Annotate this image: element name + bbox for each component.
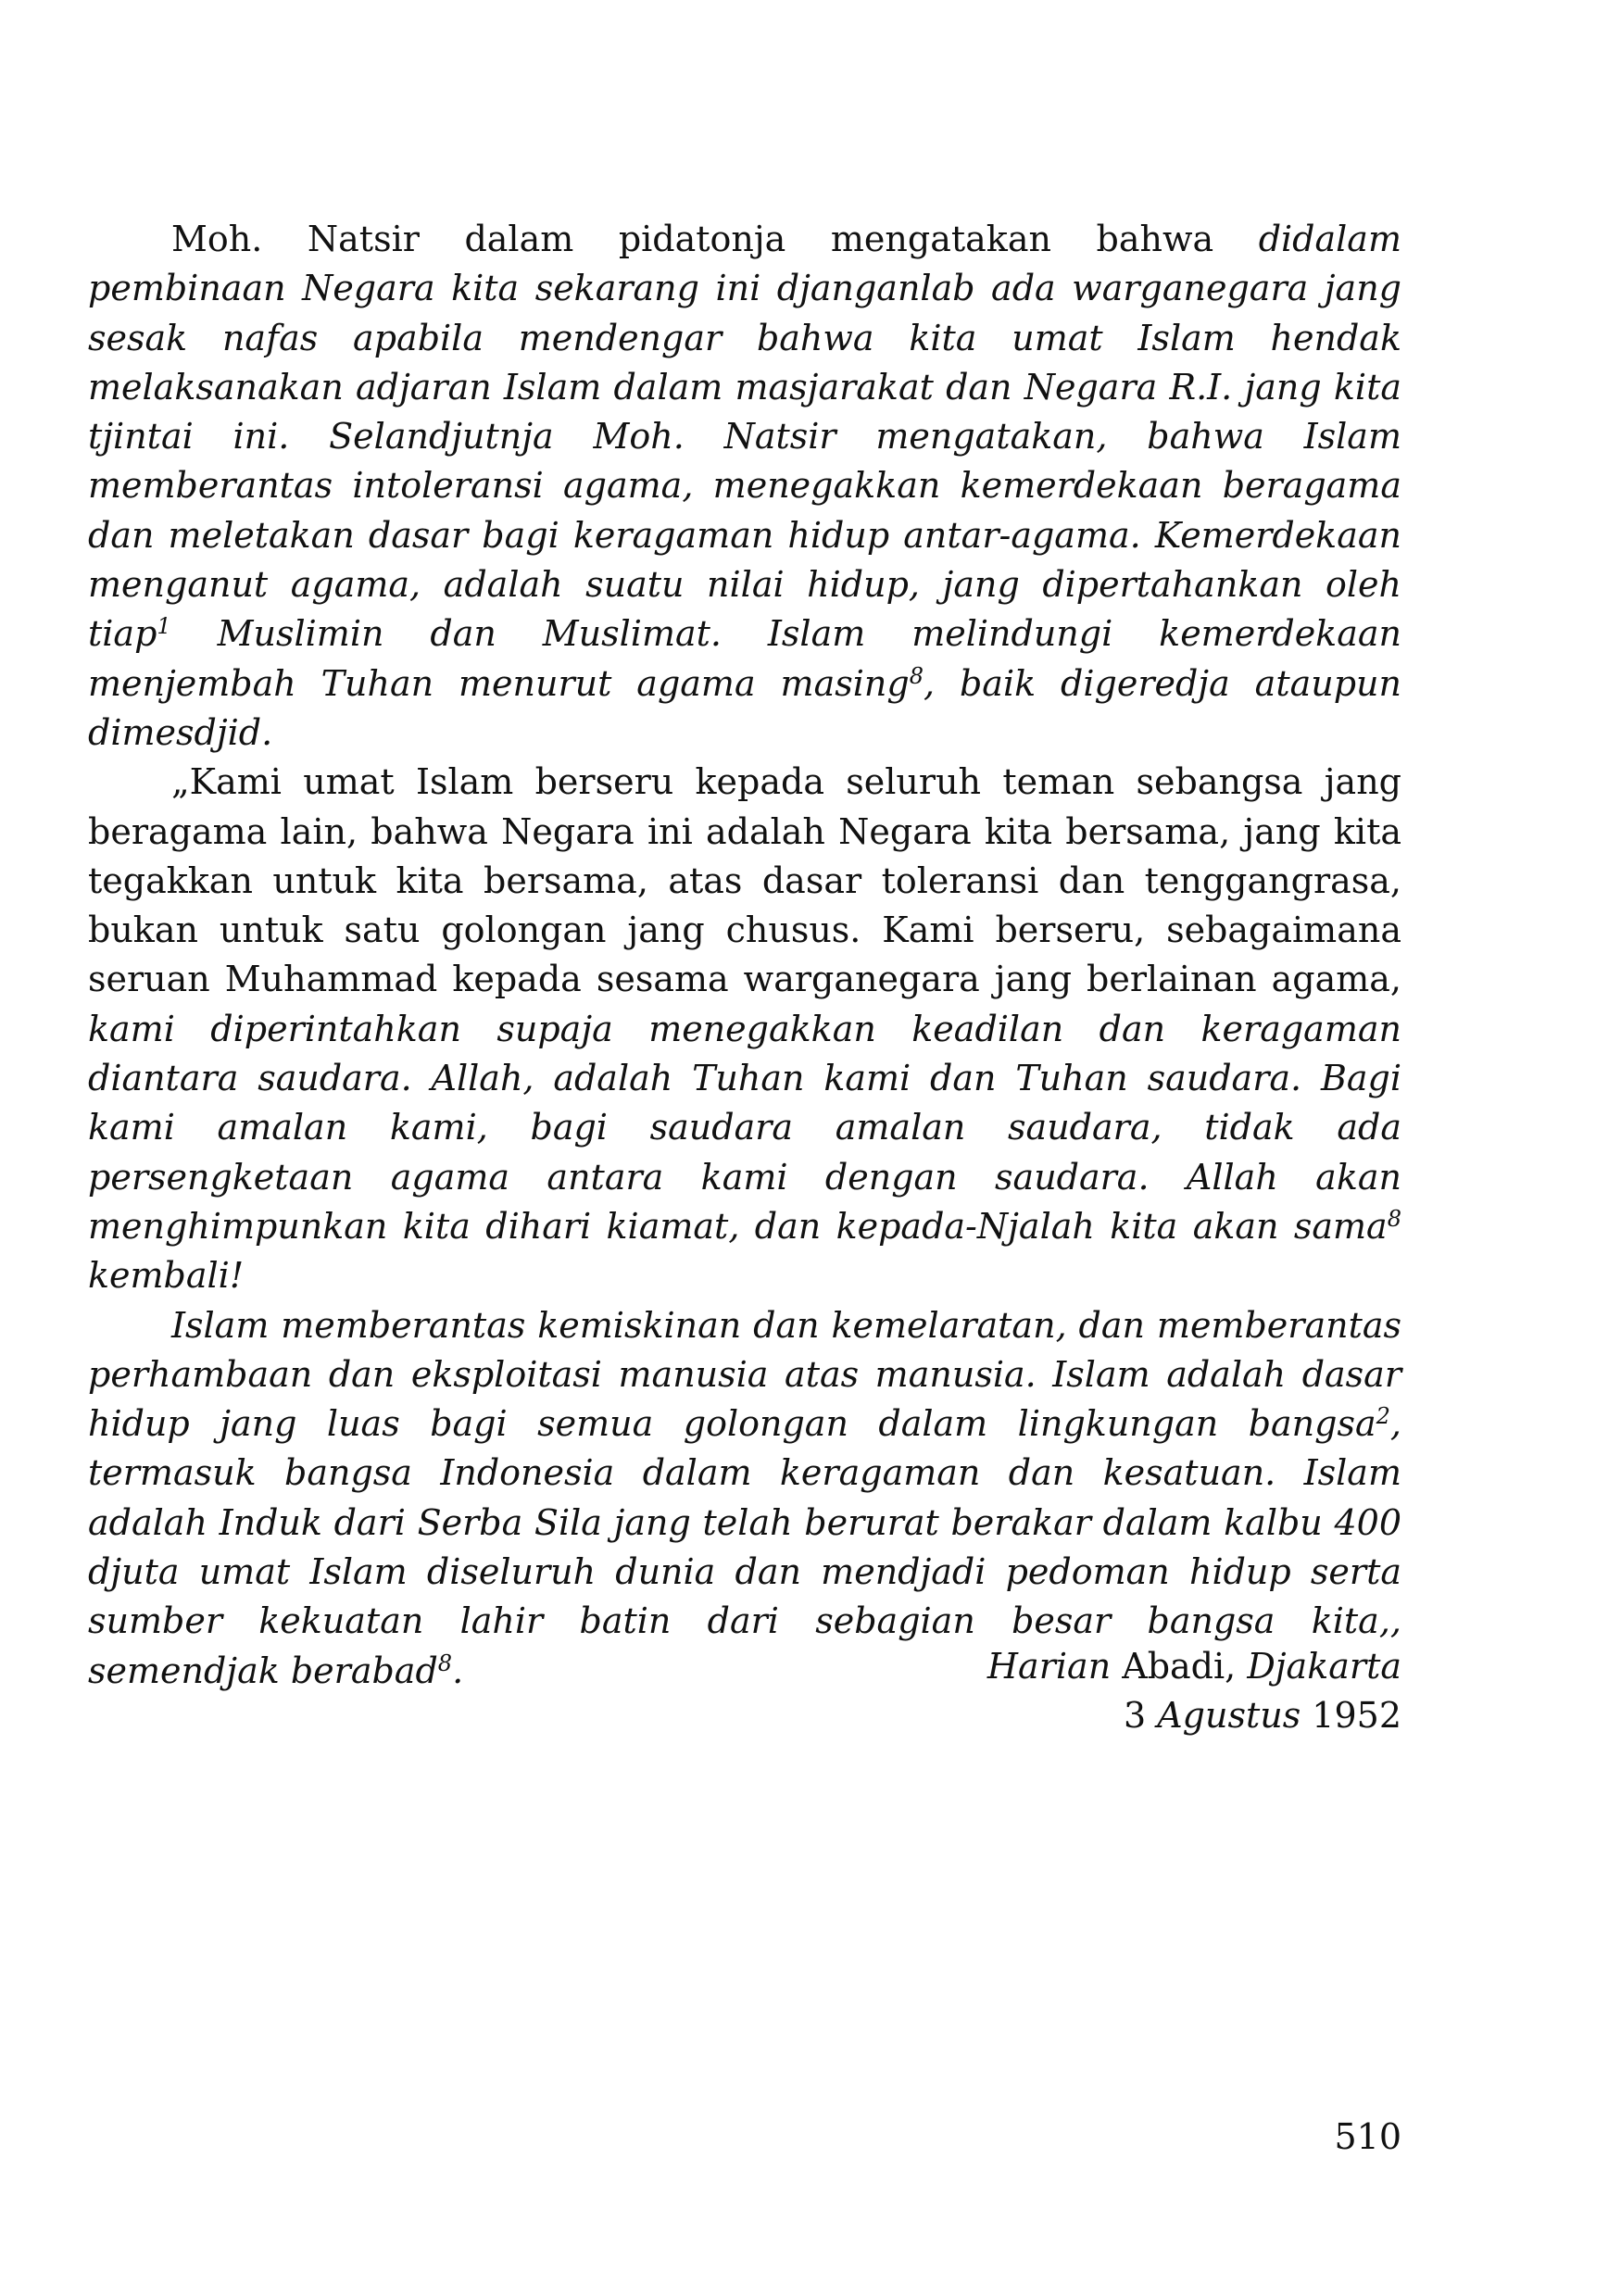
italic-text-run: , termasuk bangsa Indonesia dalam keragaman dan kesatuan. Islam adalah Induk dari Serba Sila jang telah berurat berakar dalam kalbu 400 djuta umat Islam diseluruh dunia dan mendjadi pedoman hidup serta sumber kekuatan lahir batin dari sebagian besar bangsa kita,, semendjak berabad	[88, 1403, 1401, 1691]
text-run: 1952	[1301, 1695, 1401, 1737]
page-number: 510	[1334, 2116, 1401, 2157]
paragraph-islam-against-poverty	[88, 1301, 1401, 1696]
italic-text-run: Harian	[986, 1646, 1112, 1687]
italic-text-run: didalam pembinaan Negara kita sekarang ini djanganlab ada warganegara jang sesak nafas apabila mendengar bahwa kita umat Islam hendak melaksanakan adjaran Islam dalam masjarakat dan Negara R.I. jang kita tjintai ini. Selandjutnja Moh. Natsir mengatakan, bahwa Islam memberantas intoleransi agama, menegakkan kemerdekaan beragama dan meletakan dasar bagi keragaman hidup antar-agama. Kemerdekaan menganut agama, adalah suatu nilai hidup, jang dipertahankan oleh tiap	[88, 219, 1401, 655]
footnote-marker: 8	[909, 662, 924, 689]
footnote-marker: 1	[157, 613, 171, 640]
text-run: 3	[1123, 1695, 1158, 1737]
italic-text-run: .	[452, 1650, 464, 1691]
italic-text-run: kembali!	[88, 1255, 245, 1297]
text-run: Moh. Natsir dalam pidatonja mengatakan bahwa	[171, 219, 1259, 259]
footnote-marker: 2	[1376, 1403, 1390, 1430]
italic-text-run: Agustus	[1157, 1695, 1301, 1737]
italic-text-run: Djakarta	[1247, 1646, 1401, 1687]
italic-text-run: , baik digeredja ataupun dimesdjid.	[88, 662, 1401, 753]
italic-text-run: kami diperintahkan supaja menegakkan keadilan dan keragaman diantara saudara. Allah, adalah Tuhan kami dan Tuhan saudara. Bagi kami amalan kami, bagi saudara amalan saudara, tidak ada persengketaan agama antara kami dengan saudara. Allah akan menghimpunkan kita dihari kiamat, dan kepada-Njalah kita akan sama	[88, 1008, 1401, 1247]
text-run: Abadi,	[1111, 1646, 1248, 1687]
footnote-marker: 8	[1387, 1205, 1401, 1232]
text-run: „Kami umat Islam berseru kepada seluruh teman sebangsa jang beragama lain, bahwa Negara ini adalah Negara kita bersama, jang kita tegakkan untuk kita bersama, atas dasar toleransi dan tenggangrasa, bukan untuk satu golongan jang chusus. Kami berseru, sebagaimana seruan Muhammad kepada sesama warganegara jang berlainan agama,	[88, 761, 1401, 1000]
page-body	[88, 215, 1401, 1696]
paragraph-natsir-speech	[88, 215, 1401, 758]
footnote-marker: 8	[437, 1650, 453, 1676]
italic-text-run: Islam memberantas kemiskinan dan kemelaratan, dan memberantas perhambaan dan eksploitasi manusia atas manusia. Islam adalah dasar hidup jang luas bagi semua golongan dalam lingkungan bangsa	[88, 1304, 1401, 1445]
source-citation	[987, 1642, 1401, 1741]
paragraph-call-to-fellow-citizens	[88, 758, 1401, 1300]
source-newspaper-line	[987, 1642, 1401, 1691]
source-date-line	[987, 1691, 1401, 1740]
italic-text-run: Muslimin dan Muslimat. Islam melindungi kemerdekaan menjembah Tuhan menurut agama masing	[88, 613, 1401, 704]
